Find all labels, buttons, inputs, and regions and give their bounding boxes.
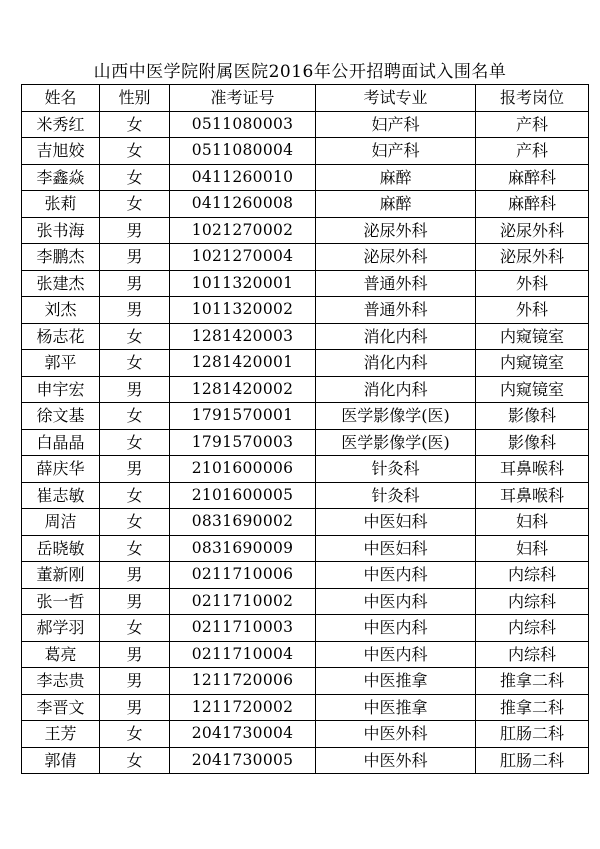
cell-name: 白晶晶 [22, 429, 100, 456]
table-row [22, 456, 589, 483]
cell-gender: 男 [100, 270, 170, 297]
cell-name: 周洁 [22, 509, 100, 536]
cell-exam-number: 1021270002 [170, 217, 316, 244]
candidate-table [21, 84, 589, 774]
cell-exam-number: 0411260008 [170, 191, 316, 218]
cell-position: 麻醉科 [476, 164, 589, 191]
cell-exam-number: 1281420003 [170, 323, 316, 350]
cell-exam-number: 1011320001 [170, 270, 316, 297]
cell-exam-major: 普通外科 [316, 297, 476, 324]
cell-exam-major: 泌尿外科 [316, 217, 476, 244]
table-row [22, 164, 589, 191]
cell-position: 耳鼻喉科 [476, 456, 589, 483]
cell-name: 李鑫焱 [22, 164, 100, 191]
cell-position: 内综科 [476, 588, 589, 615]
cell-exam-number: 1791570001 [170, 403, 316, 430]
cell-gender: 男 [100, 244, 170, 271]
cell-gender: 女 [100, 429, 170, 456]
cell-gender: 女 [100, 747, 170, 774]
cell-position: 影像科 [476, 429, 589, 456]
cell-gender: 男 [100, 668, 170, 695]
cell-exam-number: 2101600006 [170, 456, 316, 483]
cell-position: 肛肠二科 [476, 721, 589, 748]
cell-gender: 女 [100, 111, 170, 138]
cell-exam-major: 泌尿外科 [316, 244, 476, 271]
table-row [22, 350, 589, 377]
cell-gender: 女 [100, 138, 170, 165]
cell-exam-number: 1211720006 [170, 668, 316, 695]
table-row [22, 297, 589, 324]
cell-exam-major: 中医妇科 [316, 535, 476, 562]
cell-gender: 女 [100, 403, 170, 430]
header-position: 报考岗位 [476, 85, 589, 112]
cell-exam-major: 消化内科 [316, 350, 476, 377]
cell-exam-major: 消化内科 [316, 323, 476, 350]
header-gender: 性别 [100, 85, 170, 112]
cell-name: 张一哲 [22, 588, 100, 615]
cell-name: 岳晓敏 [22, 535, 100, 562]
table-row [22, 244, 589, 271]
cell-exam-major: 医学影像学(医) [316, 403, 476, 430]
cell-position: 影像科 [476, 403, 589, 430]
cell-exam-major: 中医推拿 [316, 694, 476, 721]
cell-exam-major: 普通外科 [316, 270, 476, 297]
document-title: 山西中医学院附属医院2016年公开招聘面试入围名单 [93, 62, 507, 82]
table-row [22, 509, 589, 536]
header-name: 姓名 [22, 85, 100, 112]
table-row [22, 482, 589, 509]
cell-exam-number: 2041730005 [170, 747, 316, 774]
cell-exam-number: 2041730004 [170, 721, 316, 748]
cell-gender: 女 [100, 191, 170, 218]
cell-exam-major: 妇产科 [316, 111, 476, 138]
cell-exam-major: 针灸科 [316, 456, 476, 483]
cell-exam-number: 0831690002 [170, 509, 316, 536]
cell-position: 产科 [476, 138, 589, 165]
cell-exam-major: 妇产科 [316, 138, 476, 165]
cell-gender: 男 [100, 562, 170, 589]
cell-position: 内综科 [476, 562, 589, 589]
cell-exam-number: 1011320002 [170, 297, 316, 324]
cell-gender: 女 [100, 615, 170, 642]
cell-name: 李晋文 [22, 694, 100, 721]
cell-gender: 男 [100, 297, 170, 324]
cell-gender: 男 [100, 641, 170, 668]
cell-position: 妇科 [476, 535, 589, 562]
table-row [22, 694, 589, 721]
cell-exam-number: 1281420002 [170, 376, 316, 403]
cell-name: 张莉 [22, 191, 100, 218]
cell-name: 李志贵 [22, 668, 100, 695]
cell-exam-major: 麻醉 [316, 191, 476, 218]
cell-name: 葛亮 [22, 641, 100, 668]
cell-position: 耳鼻喉科 [476, 482, 589, 509]
table-row [22, 535, 589, 562]
cell-gender: 女 [100, 323, 170, 350]
cell-exam-number: 1791570003 [170, 429, 316, 456]
cell-name: 张书海 [22, 217, 100, 244]
cell-exam-major: 中医外科 [316, 721, 476, 748]
cell-exam-number: 0831690009 [170, 535, 316, 562]
cell-position: 内综科 [476, 615, 589, 642]
cell-gender: 男 [100, 456, 170, 483]
cell-position: 泌尿外科 [476, 217, 589, 244]
cell-exam-major: 中医内科 [316, 615, 476, 642]
cell-gender: 女 [100, 482, 170, 509]
table-row [22, 191, 589, 218]
cell-gender: 女 [100, 350, 170, 377]
cell-position: 肛肠二科 [476, 747, 589, 774]
cell-position: 内窥镜室 [476, 376, 589, 403]
cell-position: 内窥镜室 [476, 350, 589, 377]
cell-name: 张建杰 [22, 270, 100, 297]
cell-gender: 女 [100, 164, 170, 191]
cell-gender: 女 [100, 535, 170, 562]
cell-position: 产科 [476, 111, 589, 138]
header-exam-major: 考试专业 [316, 85, 476, 112]
cell-position: 妇科 [476, 509, 589, 536]
table-row [22, 111, 589, 138]
cell-name: 薛庆华 [22, 456, 100, 483]
cell-exam-number: 2101600005 [170, 482, 316, 509]
cell-exam-major: 麻醉 [316, 164, 476, 191]
cell-gender: 男 [100, 376, 170, 403]
table-row [22, 429, 589, 456]
cell-name: 徐文基 [22, 403, 100, 430]
cell-exam-major: 中医外科 [316, 747, 476, 774]
table-row [22, 721, 589, 748]
cell-name: 王芳 [22, 721, 100, 748]
table-row [22, 270, 589, 297]
cell-name: 米秀红 [22, 111, 100, 138]
cell-gender: 男 [100, 694, 170, 721]
cell-exam-major: 针灸科 [316, 482, 476, 509]
table-row [22, 562, 589, 589]
cell-position: 泌尿外科 [476, 244, 589, 271]
cell-name: 申宇宏 [22, 376, 100, 403]
cell-name: 刘杰 [22, 297, 100, 324]
table-row [22, 403, 589, 430]
cell-exam-number: 0211710003 [170, 615, 316, 642]
cell-position: 内窥镜室 [476, 323, 589, 350]
cell-exam-major: 中医妇科 [316, 509, 476, 536]
cell-exam-major: 中医内科 [316, 641, 476, 668]
cell-name: 杨志花 [22, 323, 100, 350]
cell-name: 董新刚 [22, 562, 100, 589]
table-body [22, 111, 589, 774]
cell-name: 吉旭姣 [22, 138, 100, 165]
table-row [22, 138, 589, 165]
cell-exam-major: 医学影像学(医) [316, 429, 476, 456]
table-row [22, 323, 589, 350]
cell-exam-major: 消化内科 [316, 376, 476, 403]
cell-name: 郝学羽 [22, 615, 100, 642]
cell-position: 内综科 [476, 641, 589, 668]
cell-exam-major: 中医推拿 [316, 668, 476, 695]
cell-exam-number: 1211720002 [170, 694, 316, 721]
table-row [22, 641, 589, 668]
cell-gender: 男 [100, 217, 170, 244]
header-exam-number: 准考证号 [170, 85, 316, 112]
cell-exam-number: 0211710002 [170, 588, 316, 615]
cell-gender: 女 [100, 721, 170, 748]
cell-name: 李鹏杰 [22, 244, 100, 271]
table-header-row [22, 85, 589, 112]
cell-name: 郭倩 [22, 747, 100, 774]
cell-exam-number: 0411260010 [170, 164, 316, 191]
cell-exam-number: 0211710004 [170, 641, 316, 668]
cell-exam-major: 中医内科 [316, 588, 476, 615]
cell-position: 麻醉科 [476, 191, 589, 218]
cell-name: 郭平 [22, 350, 100, 377]
cell-exam-number: 1021270004 [170, 244, 316, 271]
cell-exam-number: 0211710006 [170, 562, 316, 589]
table-row [22, 217, 589, 244]
cell-position: 推拿二科 [476, 668, 589, 695]
table-row [22, 615, 589, 642]
cell-exam-major: 中医内科 [316, 562, 476, 589]
cell-exam-number: 0511080003 [170, 111, 316, 138]
table-row [22, 376, 589, 403]
cell-position: 外科 [476, 297, 589, 324]
cell-gender: 女 [100, 509, 170, 536]
cell-exam-number: 1281420001 [170, 350, 316, 377]
table-row [22, 747, 589, 774]
cell-name: 崔志敏 [22, 482, 100, 509]
cell-position: 推拿二科 [476, 694, 589, 721]
cell-gender: 男 [100, 588, 170, 615]
cell-exam-number: 0511080004 [170, 138, 316, 165]
cell-position: 外科 [476, 270, 589, 297]
table-row [22, 668, 589, 695]
table-row [22, 588, 589, 615]
